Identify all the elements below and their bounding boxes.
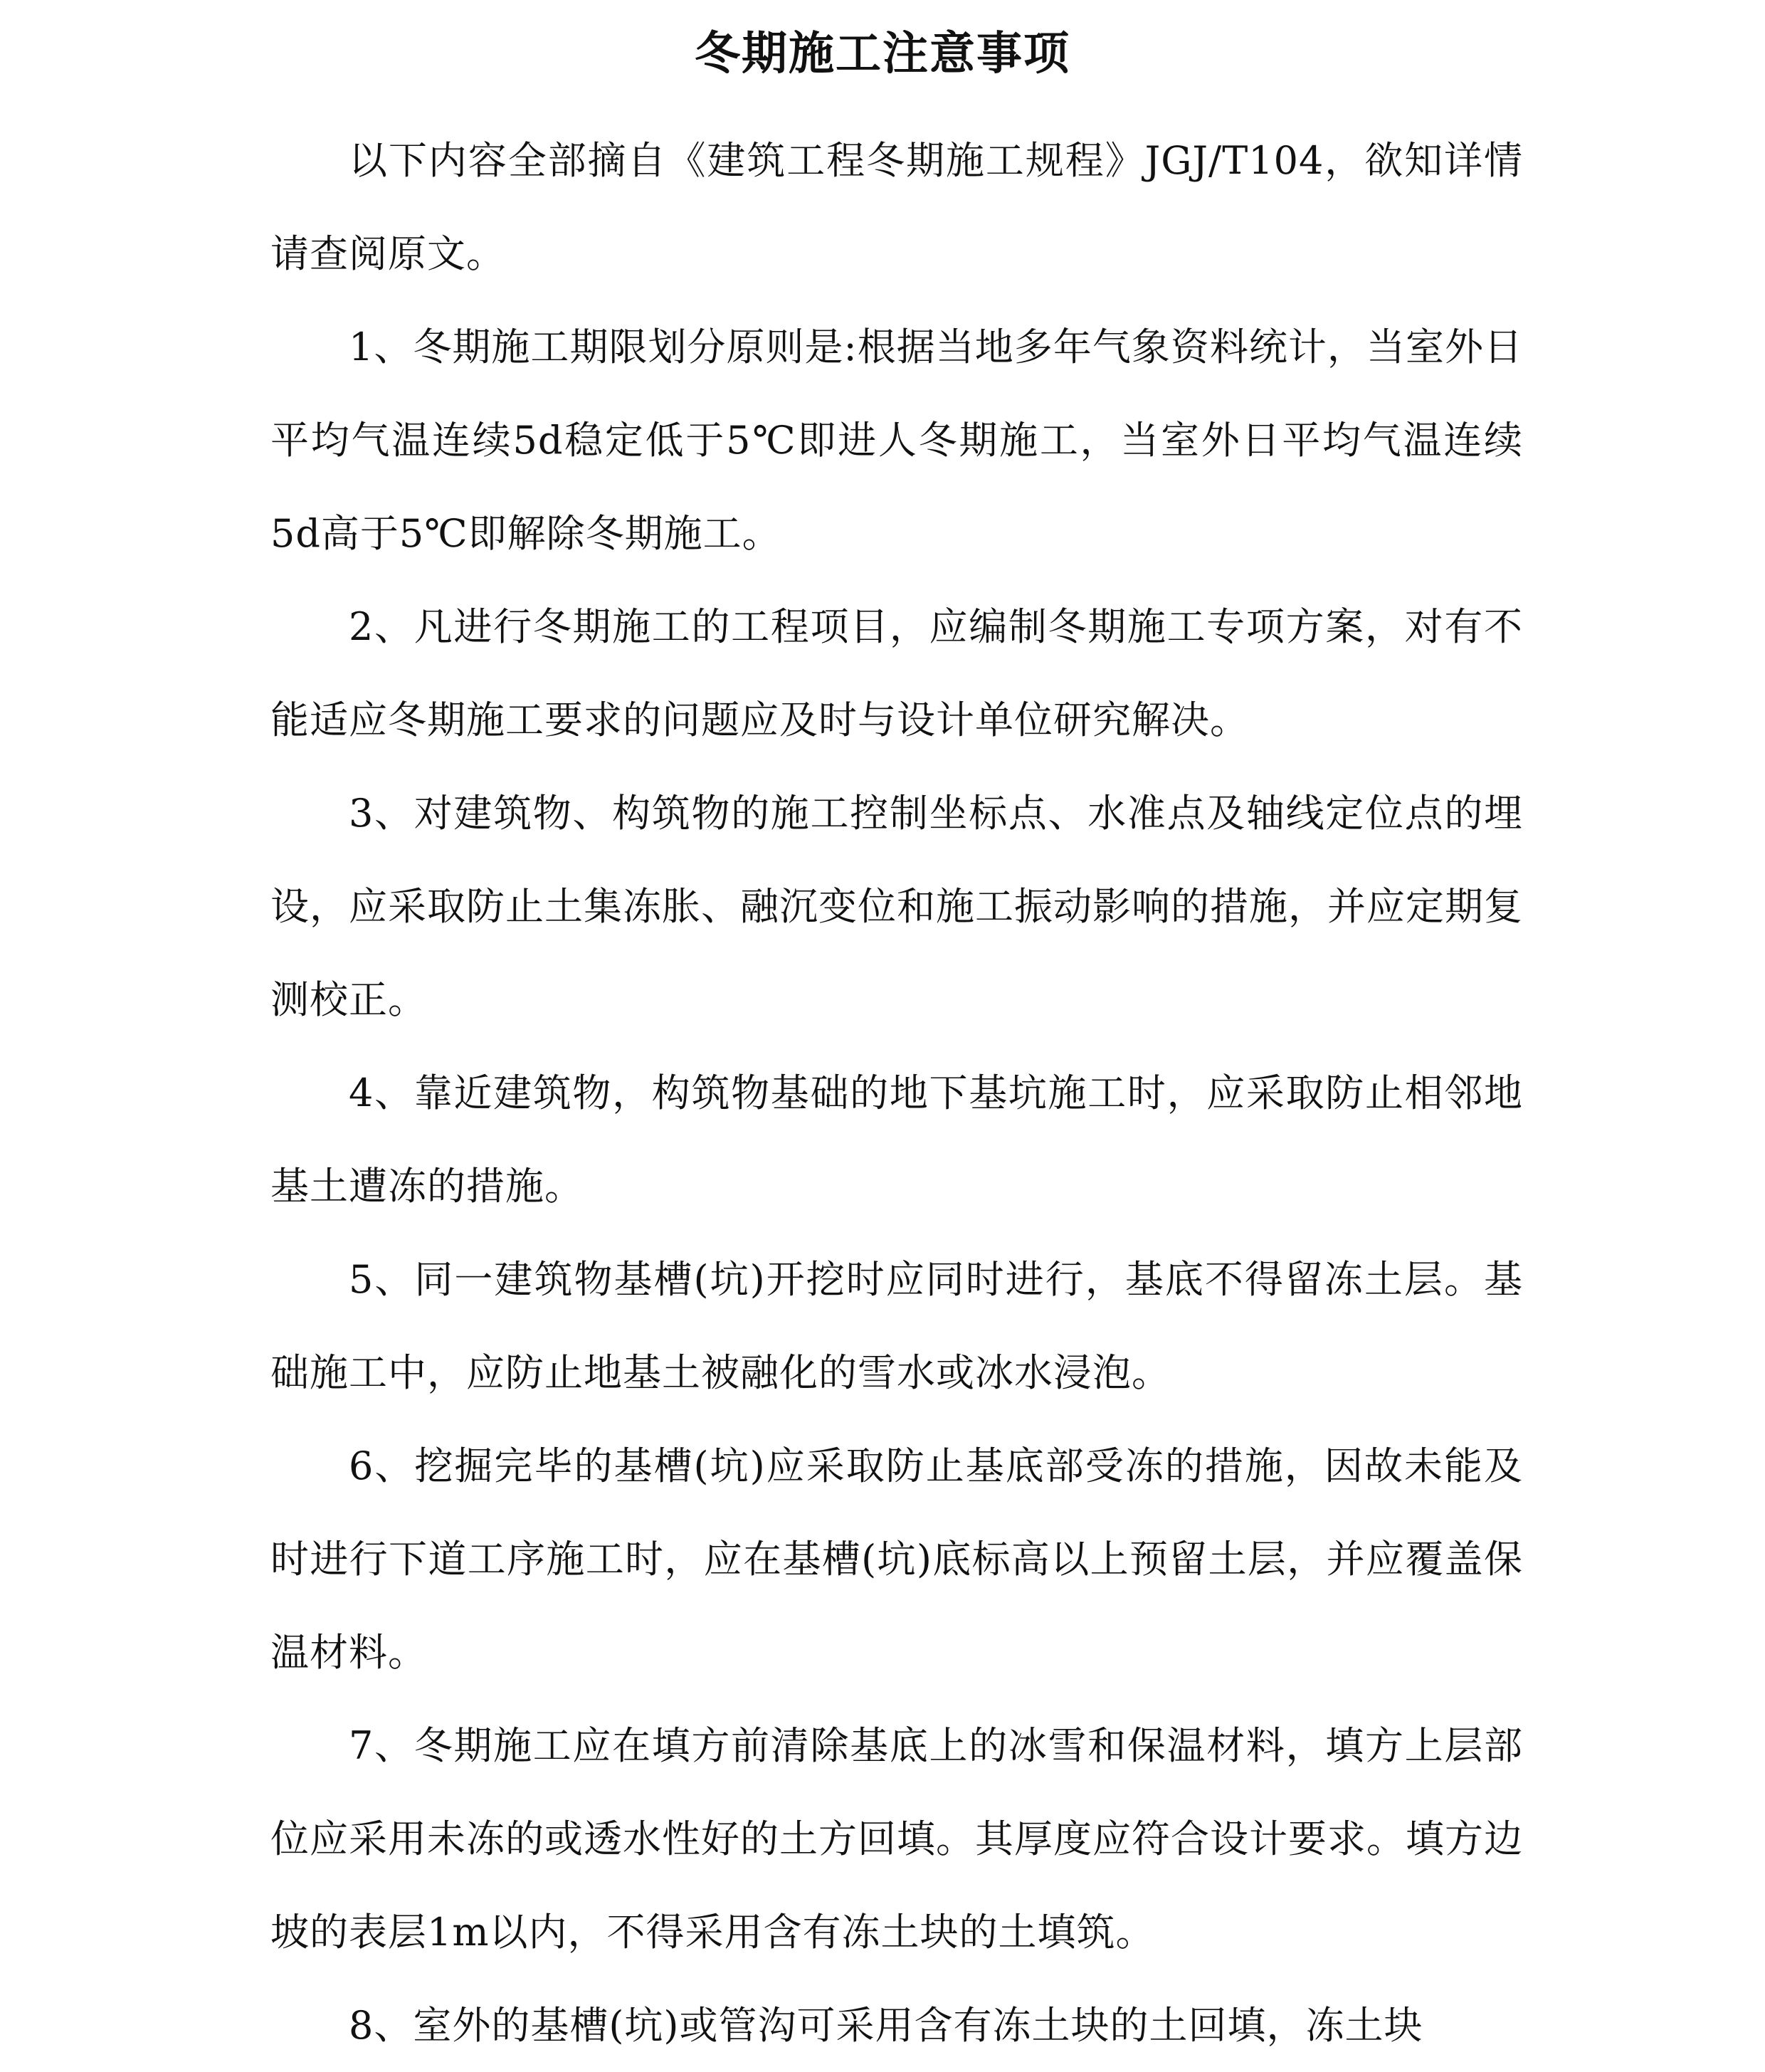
- paragraph-item-6: 6、挖掘完毕的基槽(坑)应采取防止基底部受冻的措施，因故未能及时进行下道工序施工时，应在基槽(坑)底标高以上预留土层，并应覆盖保温材料。: [270, 1443, 1523, 1675]
- document-title: 冬期施工注意事项: [695, 27, 1070, 80]
- document-body: [270, 114, 1523, 2072]
- paragraph-item-8: 8、室外的基槽(坑)或管沟可采用含有冻土块的土回填，冻土块: [349, 2003, 1423, 2048]
- paragraph-item-3: 3、对建筑物、构筑物的施工控制坐标点、水准点及轴线定位点的埋设，应采取防止土集冻胀、融沉变位和施工振动影响的措施，并应定期复测校正。: [270, 791, 1523, 1022]
- paragraph-item-7: 7、冬期施工应在填方前清除基底上的冰雪和保温材料，填方上层部位应采用未冻的或透水性好的土方回填。其厚度应符合设计要求。填方边坡的表层1m以内，不得采用含有冻土块的土填筑。: [270, 1723, 1523, 1955]
- paragraph-item-4: 4、靠近建筑物，构筑物基础的地下基坑施工时，应采取防止相邻地基土遭冻的措施。: [270, 1071, 1523, 1209]
- paragraph-item-2: 2、凡进行冬期施工的工程项目，应编制冬期施工专项方案，对有不能适应冬期施工要求的问题应及时与设计单位研究解决。: [270, 604, 1523, 742]
- paragraph-item-1: 1、冬期施工期限划分原则是:根据当地多年气象资料统计，当室外日平均气温连续5d稳定低于5℃即进人冬期施工，当室外日平均气温连续5d高于5℃即解除冬期施工。: [270, 325, 1523, 556]
- paragraph-intro: 以下内容全部摘自《建筑工程冬期施工规程》JGJ/T104，欲知详情请查阅原文。: [270, 138, 1523, 276]
- paragraph-item-5: 5、同一建筑物基槽(坑)开挖时应同时进行，基底不得留冻土层。基础施工中，应防止地基土被融化的雪水或冰水浸泡。: [270, 1257, 1523, 1395]
